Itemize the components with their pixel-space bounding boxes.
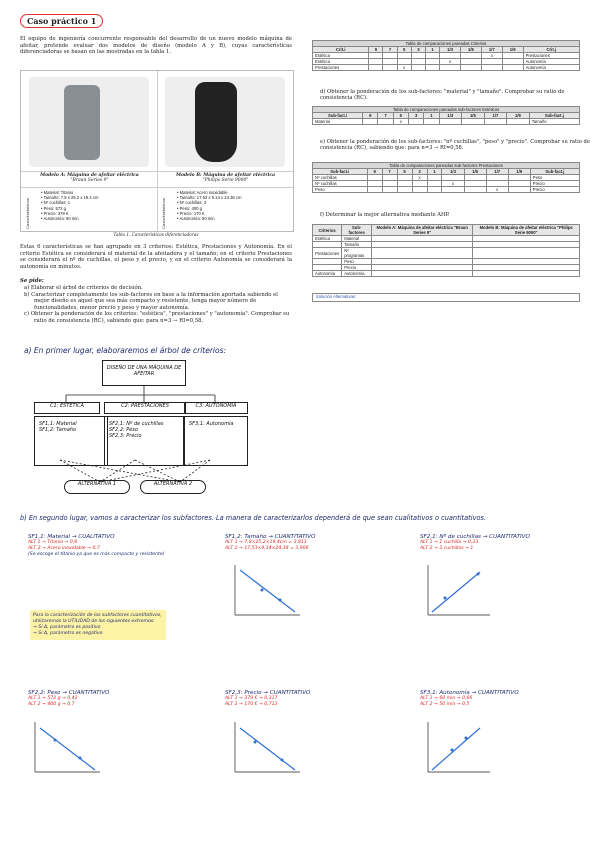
part-a-heading: a) En primer lugar, elaboraremos el árbol de criterios: — [24, 346, 227, 355]
characteristics-label-a: Características — [25, 198, 30, 229]
task-c: c) Obtener la ponderación de los criterios: "estética", "prestaciones" y "autonomía". Comprobar su ratio de consistencia (RC), sabiendo que: para n=3 → RI=0,58. — [24, 311, 290, 324]
characteristics-label-b: Características — [161, 198, 166, 229]
comparison-row: Estética x Prestaciones — [313, 53, 580, 59]
selected-mark: x — [412, 175, 427, 181]
criterion-aesthetics: C1: ESTÉTICA — [34, 402, 100, 414]
quantitative-note: Para la caracterización de los subfactores cuantitativos, utilizaremos la UTILIDAD de los siguientes extremos: → Si Δ, parámetro es positivo → Si Δ, parámetro es negativo — [30, 610, 166, 640]
subfactors-autonomy: SF3,1: Autonomía — [184, 416, 248, 466]
comparison-row: Material x Tamaño — [313, 119, 580, 125]
selected-mark: x — [440, 59, 461, 65]
task-f: f) Determinar la mejor alternativa mediante AHP. — [320, 212, 450, 218]
ahp-row: Prestaciones Nº programas — [313, 248, 580, 259]
se-pide-heading: Se pide: — [20, 278, 44, 284]
comparison-row: Nº cuchillas x Peso — [313, 175, 580, 181]
aesthetic-comparison-table: Tabla de comparaciones pareadas sub-factores Estéticos Sub-fact.i 9 7 5 3 1 1/3 1/5 1/7 1/9 Sub-fact.j Material x Tamaño — [312, 106, 580, 125]
criteria-paragraph: Estas 6 características se han agrupado en 3 criterios: Estética, Prestaciones y Autonomía. En el criterio Estética se considerará el material de la afeitadora y el tamaño; en el criterio Prestaciones se considerará el nº de cuchillas, el peso y el precio, y en el criterio Autonomía se considerará la autonomía en minutos. — [20, 244, 292, 270]
sf11-block: SF1,1: Material → CUALITATIVO ALT 1 → Titanio → 0,8 ALT 2 → Acero inoxidable → 0,7 (Se escoge el titanio ya que es más compacto y resistente) — [28, 534, 165, 557]
ahp-row: Autonomía Autonomía — [313, 271, 580, 277]
product-b-specs: • Material: Acero inoxidable • Tamaño: 17.53 x 9.14 x 24.38 cm • Nº cuchillas: 3 • Peso: 400 g • Precio: 170 € • Autonomía: 50 min — [177, 190, 242, 222]
tree-root: DISEÑO DE UNA MÁQUINA DE AFEITAR — [102, 360, 186, 386]
selected-mark: x — [397, 65, 411, 71]
ahp-row: Precio — [313, 265, 580, 271]
selected-mark: x — [442, 181, 464, 187]
ahp-summary-table: Criterios Sub-factores Modelo A: Máquina de afeitar eléctrica "Braun Series 9" Modelo B: Máquina de afeitar eléctrica "Philips Serie 9000" Estética Material Tamaño Prestaciones Nº programas Peso Precio Autonomía Autonomía — [312, 224, 580, 277]
comparison-row: Prestaciones x Autonomía — [313, 65, 580, 71]
table-caption: Tabla 1. Características diferenciadoras — [113, 232, 199, 237]
task-e: e) Obtener la ponderación de los sub-factores: "nº cuchillas", "peso" y "precio". Comprobar su ratio de consistencia (RC), sabiendo que: para n=3 → RI=0,58. — [320, 139, 590, 152]
graph-sf21 — [428, 565, 490, 615]
task-a: a) Elaborar el árbol de criterios de decisión. — [24, 285, 143, 291]
ahp-row: Estética Material — [313, 236, 580, 242]
task-b: b) Caracterizar completamente los sub-factores en base a la información aportada sabiendo el mejor diseño es aquel que sea más compacto y resistente, tenga mayor número de funcionalidades, menor precio y peso y mayor autonomía. — [24, 291, 278, 311]
ahp-row: Peso — [313, 259, 580, 265]
solution-row: Solución Alternativas: — [312, 293, 580, 302]
graph-sf12 — [235, 565, 300, 615]
comparison-row: Nº cuchillas x Precio — [313, 181, 580, 187]
product-a-specs: • Material: Titanio • Tamaño: 7.8 x 25.2 x 19.4 cm • Nº cuchillas: 1 • Peso: 572 g • Precio: 379 € • Autonomía: 60 min — [41, 190, 99, 222]
comparison-row: Estética x Autonomía — [313, 59, 580, 65]
product-a-subtitle: "Braun Series 9" — [70, 178, 109, 183]
comparison-row: Peso x Precio — [313, 187, 580, 193]
part-b-heading: b) En segundo lugar, vamos a caracterizar los subfactores. La manera de caracterizarlos dependerá de que sean cualitativos o cuantitativos. — [20, 514, 487, 522]
ahp-row: Tamaño — [313, 242, 580, 248]
task-d: d) Obtener la ponderación de los sub-factores: "material" y "tamaño". Comprobar su ratio de consistencia (RC). — [320, 89, 565, 102]
criterion-autonomy: C3: AUTONOMÍA — [184, 402, 248, 414]
graph-sf31 — [428, 722, 490, 772]
sf21-block: SF2,1: Nº de cuchillas → CUANTITATIVO ALT 1 → 1 cuchilla → 0,33 ALT 2 → 3 cuchillas → 1 — [420, 534, 530, 551]
graph-sf22 — [35, 722, 100, 772]
product-b-title: Modelo B: Máquina de afeitar eléctrica — [175, 173, 275, 178]
subfactors-aesthetics: SF1,1: Material SF1,2: Tamaño — [34, 416, 108, 466]
sf23-block: SF2,3: Precio → CUANTITATIVO ALT 1 → 379 € → 0,317 ALT 2 → 170 € → 0,713 — [225, 690, 311, 707]
graph-sf23 — [235, 722, 300, 772]
criteria-comparison-table: Tabla de comparaciones pareadas Criterios Crit.i 9 7 5 3 1 1/3 1/5 1/7 1/9 Crit.j Estética x Prestaciones Estética x Autonomía Prestaciones x Autonomía — [312, 40, 580, 71]
product-b-subtitle: "Philips Serie 9000" — [202, 178, 249, 183]
performance-comparison-table: Tabla de comparaciones pareadas sub-factores Prestaciones Sub-fact.i 9 7 5 3 1 1/3 1/5 1/7 1/9 Sub-fact.j Nº cuchillas x Peso Nº cuchillas x Precio Peso x Precio — [312, 162, 580, 193]
intro-paragraph: El equipo de ingeniería concurrente responsable del desarrollo de un nuevo modelo máquina de afeitar, pretende evaluar dos modelos de diseño (modelo A y B), cuyas características diferenciadoras se basan en las mostradas en la tabla 1. — [20, 36, 292, 56]
criterion-performance: C2: PRESTACIONES — [104, 402, 186, 414]
alternative-1: ALTERNATIVA 1 — [64, 480, 130, 494]
selected-mark: x — [481, 53, 502, 59]
selected-mark: x — [486, 187, 508, 193]
product-a-title: Modelo A: Máquina de afeitar eléctrica — [40, 173, 139, 178]
selected-mark: x — [393, 119, 408, 125]
sf22-block: SF2,2: Peso → CUANTITATIVO ALT 1 → 572 g → 0,42 ALT 2 → 400 g → 0,7 — [28, 690, 110, 707]
sf31-block: SF3,1: Autonomía → CUANTITATIVO ALT 1 → 60 min → 0,66 ALT 2 → 50 min → 0,5 — [420, 690, 519, 707]
subfactors-performance: SF2,1: Nº de cuchillas SF2,2: Peso SF2,3: Precio — [104, 416, 184, 466]
page-title: Caso práctico 1 — [20, 14, 103, 28]
sf12-block: SF1,2: Tamaño → CUANTITATIVO ALT 1 → 7,8×25,2×19,4cm = 3.813 ALT 2 → 17,53×9,14×24,38 = 3.906 — [225, 534, 316, 551]
alternative-2: ALTERNATIVA 2 — [140, 480, 206, 494]
